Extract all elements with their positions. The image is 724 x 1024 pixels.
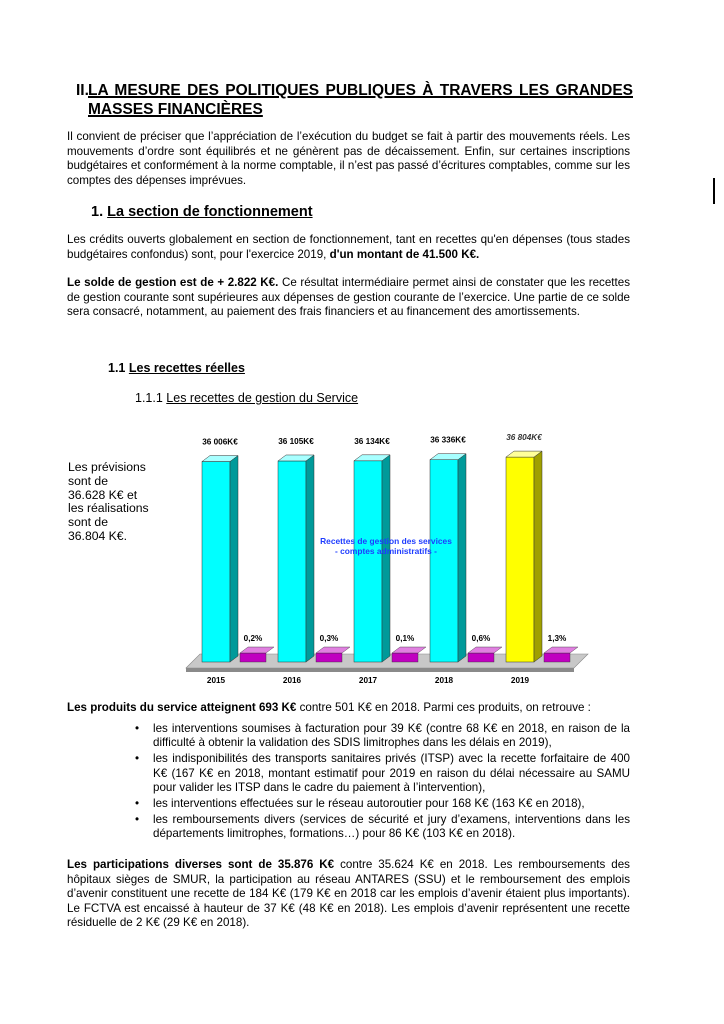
- heading-text: Les recettes de gestion du Service: [166, 391, 359, 405]
- section-title: [76, 81, 633, 119]
- heading-number: 1.1.1: [135, 391, 163, 405]
- produits-list: [135, 722, 630, 844]
- side-note-line: sont de: [68, 515, 108, 530]
- bar: [506, 457, 534, 662]
- solde-paragraph: [67, 276, 630, 320]
- bar: [278, 461, 306, 662]
- heading-fonctionnement: [91, 204, 313, 220]
- pct-label: 0,2%: [243, 634, 263, 643]
- side-note-line: 36.804 K€.: [68, 528, 127, 543]
- bar-value-label: 36 134K€: [354, 436, 390, 446]
- solde-amount: Le solde de gestion est de + 2.822 K€.: [67, 276, 279, 289]
- pct-bar-top: [240, 647, 274, 653]
- pct-label: 1,3%: [547, 634, 567, 643]
- list-item: • les remboursements divers (services de sécurité et jury d’examens, interventions dans les départements limitrophes, formations…) pour 86 K€ (103 K€ en 2018).: [135, 813, 630, 841]
- side-note-line: 36.628 K€ et: [68, 487, 138, 502]
- produits-text: contre 501 K€ en 2018. Parmi ces produits, on retrouve :: [299, 701, 591, 714]
- participations-text: contre 35.624 K€ en 2018. Les remboursements des hôpitaux sièges de SMUR, la participation au réseau ANTARES (SSU) et le remboursement des emplois d’avenir constituent une recette de 184 K€ (179 K€ en 2018 car les emplois d’avenir étaient plus importants). Le FCTVA est encaissé à hauteur de 37 K€ (48 K€ en 2018). Les emplois d’avenir représentent une recette résiduelle de 2 K€ (29 K€ en 2018).: [67, 858, 630, 930]
- x-tick-label: 2016: [282, 676, 302, 685]
- bar-value-label: 36 006K€: [202, 437, 238, 447]
- intro-paragraph: Il convient de préciser que l’appréciation de l’exécution du budget se fait à partir des mouvements réels. Les mouvements d’ordre sont équilibrés et ne génèrent pas de décaissement. Enfin, sur certaines inscriptions budgétaires et conformément à la norme comptable, il n’est pas passé d’écritures comptables, comme sur les comptes des dépenses imprévues.: [67, 130, 630, 187]
- page-edge-mark: [713, 178, 715, 204]
- solde-text: Ce résultat intermédiaire permet ainsi de constater que les recettes de gestion courante sont supérieures aux dépenses de gestion courante de l’exercice. Une partie de ce solde sera consacré, notamment, au paiement des frais financiers et au financement des amortissements.: [67, 276, 630, 319]
- pct-bar: [316, 653, 342, 662]
- pct-bar-top: [316, 647, 350, 653]
- pct-bar: [544, 653, 570, 662]
- x-tick-label: 2018: [434, 676, 454, 685]
- list-item: • les indisponibilités des transports sanitaires privés (ITSP) avec la recette forfaitaire de 400 K€ (167 K€ en 2018, montant estimatif pour 2019 en raison du délai nécessaire au SAMU pour valider les ITSP dans le cadre du paiement à l’intervention),: [135, 752, 630, 795]
- bar-side: [230, 456, 238, 662]
- heading-recettes-gestion: [135, 391, 358, 405]
- heading-recettes-reelles: [108, 361, 245, 375]
- bar-side: [458, 454, 466, 662]
- chart-subtitle: - comptes administratifs -: [335, 546, 437, 556]
- bar-side: [382, 455, 390, 662]
- pct-label: 0,1%: [395, 634, 415, 643]
- bar-side: [534, 451, 542, 662]
- bar: [430, 460, 458, 662]
- bar-value-label: 36 804K€: [506, 433, 542, 443]
- chart-floor-front: [186, 668, 574, 672]
- produits-paragraph: [67, 701, 630, 716]
- credits-text: Les crédits ouverts globalement en section de fonctionnement, tant en recettes qu'en dépenses (tous stades budgétaires confondus) sont, pour l'exercice 2019,: [67, 233, 630, 261]
- bar: [202, 462, 230, 662]
- side-note-line: sont de: [68, 473, 108, 488]
- pct-bar: [240, 653, 266, 662]
- chart-title: Recettes de gestion des services: [320, 536, 452, 546]
- pct-label: 0,6%: [471, 634, 491, 643]
- bar-side: [306, 455, 314, 662]
- produits-lead: Les produits du service atteignent 693 K€: [67, 701, 297, 714]
- list-item: • les interventions effectuées sur le réseau autoroutier pour 168 K€ (163 K€ en 2018),: [135, 797, 630, 811]
- pct-bar: [468, 653, 494, 662]
- x-tick-label: 2017: [358, 676, 378, 685]
- bar-value-label: 36 105K€: [278, 436, 314, 446]
- pct-bar-top: [392, 647, 426, 653]
- bar: [354, 461, 382, 662]
- x-tick-label: 2019: [510, 676, 530, 685]
- side-note-line: Les prévisions: [68, 460, 146, 474]
- x-tick-label: 2015: [206, 676, 226, 685]
- participations-paragraph: [67, 858, 630, 931]
- pct-bar-top: [468, 647, 502, 653]
- list-item: • les interventions soumises à facturation pour 39 K€ (contre 68 K€ en 2018, en raison de la difficulté à obtenir la validation des SDIS limitrophes dans les délais en 2019),: [135, 722, 630, 750]
- heading-text: Les recettes réelles: [128, 361, 245, 375]
- participations-lead: Les participations diverses sont de 35.876 K€: [67, 858, 335, 871]
- pct-bar-top: [544, 647, 578, 653]
- section-number: II.: [76, 82, 89, 99]
- recettes-chart: [178, 420, 598, 695]
- credits-paragraph: [67, 233, 630, 262]
- side-note-line: les réalisations: [68, 501, 149, 516]
- bar-value-label: 36 336K€: [430, 435, 466, 445]
- pct-bar: [392, 653, 418, 662]
- side-note: [68, 461, 158, 544]
- heading-number: 1.1: [108, 361, 126, 375]
- heading-text: La section de fonctionnement: [107, 204, 313, 220]
- credits-amount: d'un montant de 41.500 K€.: [329, 247, 480, 261]
- heading-number: 1.: [91, 204, 104, 220]
- pct-label: 0,3%: [319, 634, 339, 643]
- section-title-text: LA MESURE DES POLITIQUES PUBLIQUES À TRAVERS LES GRANDES MASSES FINANCIÈRES: [88, 82, 633, 118]
